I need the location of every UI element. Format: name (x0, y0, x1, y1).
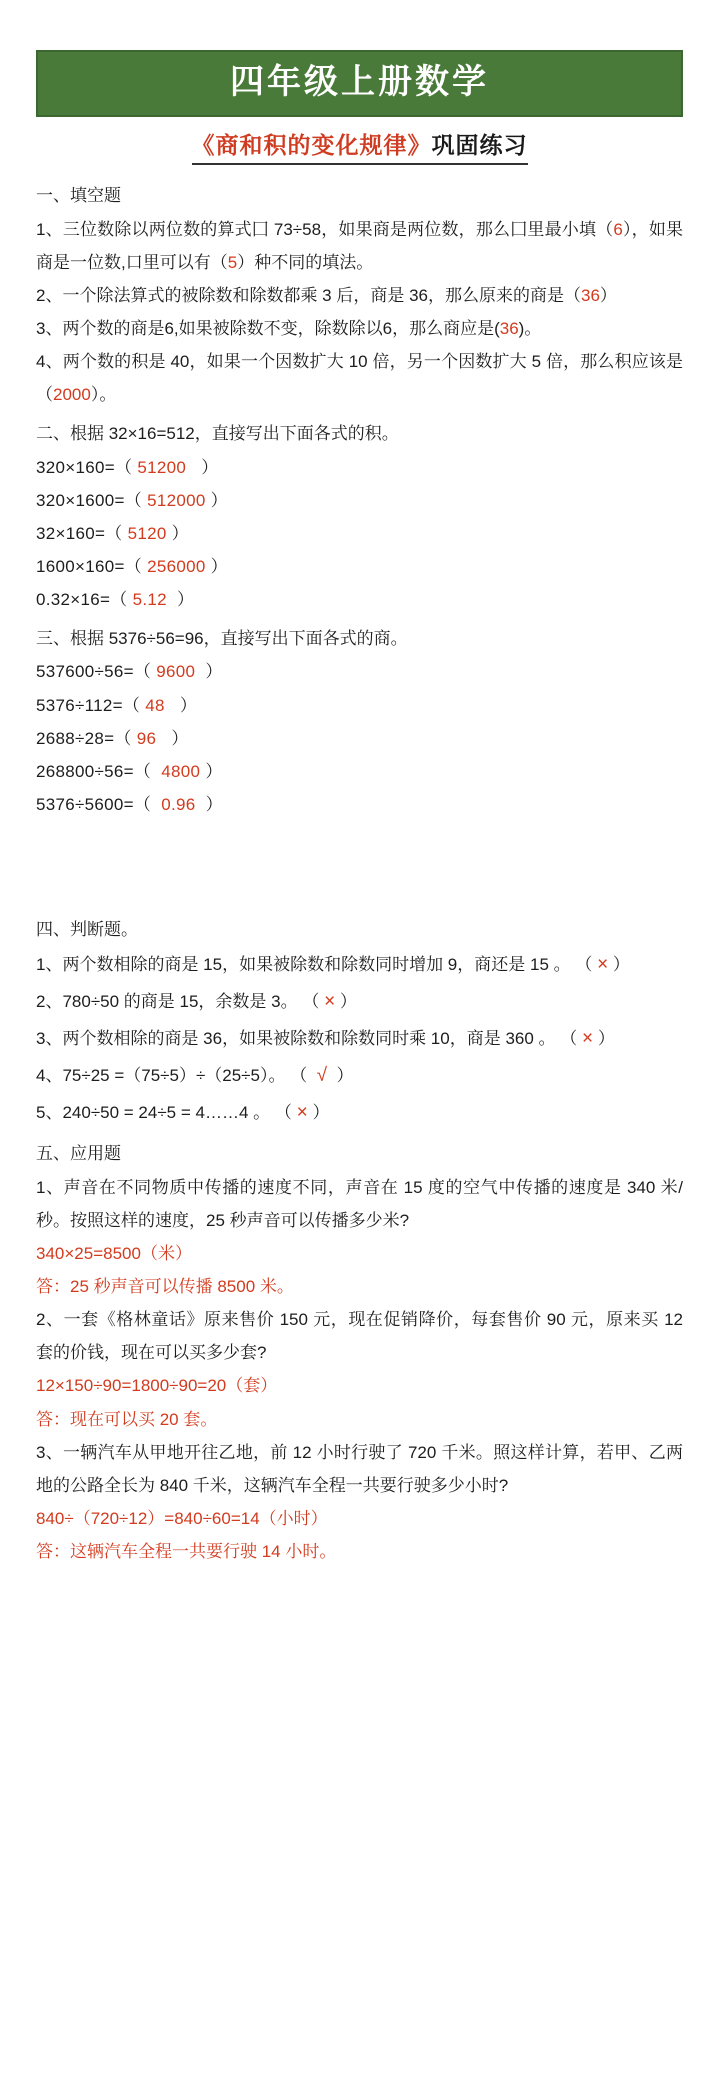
section3-item (36, 755, 683, 788)
judge-end: ） (336, 1066, 354, 1086)
expr-answer: 48 (145, 695, 165, 715)
judge-end: ） (339, 992, 357, 1012)
expr-answer: 512000 (147, 490, 206, 510)
expr: 1600×160=（ (36, 556, 143, 576)
section5-question: 3、一辆汽车从甲地开往乙地，前 12 小时行驶了 720 千米。照这样计算，若甲、乙两地的公路全长为 840 千米，这辆汽车全程一共要行驶多少小时? (36, 1442, 683, 1495)
section1-question-3 (36, 312, 683, 345)
expr-answer: 4800 (161, 761, 201, 781)
q3-text-a: 3、两个数的商是6,如果被除数不变，除数除以6，那么商应是( (36, 318, 500, 338)
worksheet-page (0, 50, 719, 2086)
expr-end: ） (171, 523, 189, 543)
section4-item (36, 1057, 683, 1094)
section5-work: 340×25=8500（米） (36, 1243, 192, 1263)
section4-item (36, 946, 683, 983)
judge-text: 1、两个数相除的商是 15，如果被除数和除数同时增加 9，商还是 15 。 （ (36, 955, 593, 975)
judge-mark: × (597, 954, 609, 976)
section4-item (36, 1094, 683, 1131)
q1-answer-2: 5 (227, 252, 238, 272)
subtitle-tail: 巩固练习 (431, 132, 528, 159)
q1-answer-1: 6 (613, 219, 623, 239)
section5-question: 2、一套《格林童话》原来售价 150 元，现在促销降价，每套售价 90 元，原来买 12 套的价钱，现在可以买多少套? (36, 1310, 683, 1363)
section3-heading: 三、根据 5376÷56=96，直接写出下面各式的商。 (36, 629, 408, 649)
expr-end: ） (210, 490, 228, 510)
expr-end: ） (205, 761, 223, 781)
section1-question-2 (36, 279, 683, 312)
expr: 32×160=（ (36, 523, 123, 543)
expr-answer: 0.96 (161, 794, 196, 814)
section5-answer: 答：25 秒声音可以传播 8500 米。 (36, 1277, 294, 1296)
judge-end: ） (597, 1029, 615, 1049)
page-title-banner (36, 50, 683, 117)
section3-item (36, 722, 683, 755)
section2-item (36, 484, 683, 517)
q3-answer: 36 (499, 318, 519, 338)
page-title: 四年级上册数学 (230, 63, 489, 101)
expr-answer: 5.12 (132, 590, 167, 610)
expr-answer: 256000 (147, 556, 206, 576)
subtitle (192, 127, 528, 165)
judge-mark: × (324, 991, 336, 1013)
expr-answer: 96 (136, 728, 157, 748)
q1-text-a: 1、三位数除以两位数的算式囗 73÷58，如果商是两位数，那么囗里最小填（ (36, 219, 614, 239)
expr-end: ） (210, 556, 228, 576)
expr-end: ） (171, 728, 189, 748)
worksheet-content (36, 179, 683, 1568)
expr-answer: 9600 (156, 662, 196, 682)
expr: 5376÷112=（ (36, 695, 141, 715)
section5-answer: 答：现在可以买 20 套。 (36, 1409, 218, 1429)
judge-text: 2、780÷50 的商是 15，余数是 3。 （ (36, 992, 320, 1012)
section1-question-4 (36, 345, 683, 411)
section2-item (36, 517, 683, 550)
section2-item (36, 583, 683, 616)
q2-text-b: ） (599, 285, 617, 305)
section2-item (36, 451, 683, 484)
expr-answer: 51200 (137, 457, 187, 477)
q4-text-b: ）。 (90, 385, 117, 405)
expr: 268800÷56=（ (36, 761, 152, 781)
judge-text: 3、两个数相除的商是 36，如果被除数和除数同时乘 10，商是 360 。 （ (36, 1029, 578, 1049)
page-gap (36, 821, 683, 907)
judge-text: 4、75÷25 =（75÷5）÷（25÷5）。 （ (36, 1066, 308, 1086)
section5-heading: 五、应用题 (36, 1144, 121, 1164)
section4-item (36, 1020, 683, 1057)
q2-answer: 36 (581, 285, 600, 305)
section5-answer: 答：这辆汽车全程一共要行驶 14 小时。 (36, 1542, 337, 1562)
judge-text: 5、240÷50 = 24÷5 = 4……4 。 （ (36, 1103, 292, 1123)
subtitle-main: 《商和积的变化规律》 (191, 132, 432, 159)
expr-end: ） (179, 695, 198, 715)
q3-text-b: )。 (518, 318, 542, 338)
q1-text-c: ）种不同的填法。 (237, 252, 374, 272)
q4-answer: 2000 (53, 385, 91, 405)
section3-item (36, 788, 683, 821)
expr-end: ） (205, 794, 223, 814)
section2-heading: 二、根据 32×16=512，直接写出下面各式的积。 (36, 424, 399, 444)
section1-heading: 一、填空题 (36, 186, 121, 206)
judge-mark: × (582, 1028, 594, 1050)
expr: 2688÷28=（ (36, 728, 132, 748)
expr: 5376÷5600=（ (36, 794, 152, 814)
expr-answer: 5120 (127, 523, 167, 543)
expr: 320×1600=（ (36, 490, 143, 510)
expr-end: ） (205, 662, 223, 682)
q4-text-a: 4、两个数的积是 40，如果一个因数扩大 10 倍，另一个因数扩大 5 倍，那么积应该是（ (36, 352, 683, 405)
section1-question-1 (36, 213, 683, 279)
section3-item (36, 689, 683, 722)
judge-mark: √ (316, 1065, 328, 1087)
judge-end: ） (612, 955, 630, 975)
q1-text-b: ），如果商是一位数,口里可以有（ (36, 219, 684, 272)
judge-mark: × (296, 1102, 308, 1124)
section5-question: 1、声音在不同物质中传播的速度不同，声音在 15 度的空气中传播的速度是 340 米/秒。按照这样的速度，25 秒声音可以传播多少米? (36, 1177, 683, 1230)
judge-end: ） (312, 1103, 330, 1123)
section3-item (36, 655, 683, 688)
section5-work: 12×150÷90=1800÷90=20（套） (36, 1376, 278, 1396)
expr: 537600÷56=（ (36, 662, 152, 682)
section2-item (36, 550, 683, 583)
expr: 320×160=（ (36, 457, 133, 477)
expr: 0.32×16=（ (36, 590, 128, 610)
section4-item (36, 983, 683, 1020)
expr-end: ） (176, 590, 195, 610)
section4-heading: 四、判断题。 (36, 920, 138, 940)
q2-text-a: 2、一个除法算式的被除数和除数都乘 3 后，商是 36，那么原来的商是（ (36, 285, 581, 305)
subtitle-banner (36, 127, 683, 165)
expr-end: ） (201, 457, 219, 477)
section5-work: 840÷（720÷12）=840÷60=14（小时） (36, 1508, 328, 1528)
